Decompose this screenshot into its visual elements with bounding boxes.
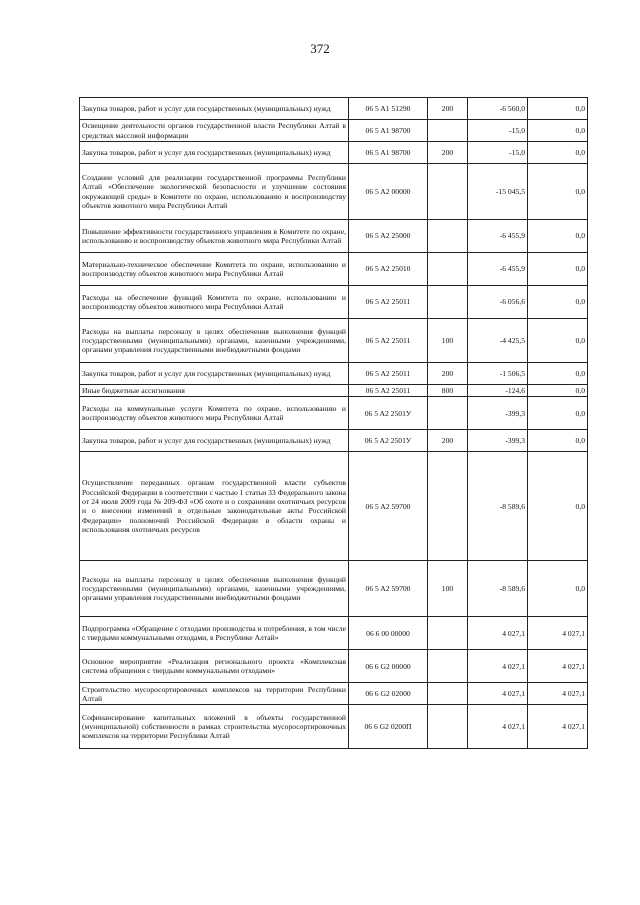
row-name: Осуществление переданных органам государственной власти субъектов Российской Федерации в соответствии с частью 1 статьи 33 Федерального закона от 24 июля 2009 года № 209-ФЗ «Об охоте и о сохранении охотничьих ресурсов и о внесении изменений в отдельные законодательные акты Российской Федерации» полномочий Российской Федерации в области охраны и использования охотничьих ресурсов [80,452,349,561]
row-code: 06 5 A2 25011 [349,363,428,385]
table-row [80,98,588,120]
row-amount-current: -6 056,6 [468,286,528,319]
row-name: Иные бюджетные ассигнования [80,385,349,397]
row-name: Материально-техническое обеспечение Комитета по охране, использованию и воспроизводству объектов животного мира Республики Алтай [80,253,349,286]
row-amount-current: -6 560,0 [468,98,528,120]
row-code: 06 6 G2 02000 [349,683,428,705]
row-name: Закупка товаров, работ и услуг для государственных (муниципальных) нужд [80,363,349,385]
row-amount-current: -4 425,5 [468,319,528,363]
table-row [80,683,588,705]
row-name: Расходы на выплаты персоналу в целях обеспечения выполнения функций государственными (муниципальными) органами, казенными учреждениями, органами управления государственными внебюджетными фондами [80,319,349,363]
page-number: 372 [310,41,330,56]
row-code: 06 6 00 00000 [349,617,428,650]
row-amount-next: 0,0 [528,164,588,220]
row-amount-next: 0,0 [528,253,588,286]
row-code: 06 5 A2 59700 [349,561,428,617]
row-code: 06 5 A2 59700 [349,452,428,561]
row-code: 06 6 G2 0200П [349,705,428,749]
row-expense-type [428,705,468,749]
row-expense-type [428,286,468,319]
row-code: 06 5 A2 25011 [349,286,428,319]
table-row [80,142,588,164]
row-code: 06 5 A2 2501У [349,397,428,430]
row-amount-current: 4 027,1 [468,705,528,749]
row-expense-type [428,164,468,220]
row-code: 06 5 A2 2501У [349,430,428,452]
row-name: Подпрограмма «Обращение с отходами производства и потребления, в том числе с твердыми коммунальными отходами, в Республике Алтай» [80,617,349,650]
row-amount-next: 4 027,1 [528,650,588,683]
row-amount-next: 4 027,1 [528,705,588,749]
row-code: 06 5 A2 25010 [349,253,428,286]
row-expense-type [428,253,468,286]
row-name: Закупка товаров, работ и услуг для государственных (муниципальных) нужд [80,430,349,452]
row-expense-type [428,617,468,650]
table-row [80,164,588,220]
row-name: Повышение эффективности государственного управления в Комитете по охране, использованию и воспроизводству объектов животного мира Республики Алтай [80,220,349,253]
table-row [80,617,588,650]
row-amount-current: -1 506,5 [468,363,528,385]
table-row [80,561,588,617]
row-name: Строительство мусоросортировочных комплексов на территории Республики Алтай [80,683,349,705]
row-amount-next: 4 027,1 [528,683,588,705]
row-code: 06 5 A2 25011 [349,319,428,363]
table-row [80,220,588,253]
budget-table [79,97,588,749]
row-amount-current: -15,0 [468,142,528,164]
row-code: 06 5 A2 25000 [349,220,428,253]
row-expense-type: 200 [428,430,468,452]
row-expense-type [428,650,468,683]
row-amount-next: 0,0 [528,120,588,142]
row-amount-current: -6 455,9 [468,253,528,286]
row-amount-current: -6 455,9 [468,220,528,253]
row-amount-next: 0,0 [528,142,588,164]
table-row [80,397,588,430]
row-amount-next: 0,0 [528,561,588,617]
row-name: Освещение деятельности органов государственной власти Республики Алтай в средствах массовой информации [80,120,349,142]
table-row [80,253,588,286]
row-amount-current: 4 027,1 [468,617,528,650]
row-name: Расходы на обеспечение функций Комитета по охране, использованию и воспроизводству объектов животного мира Республики Алтай [80,286,349,319]
row-expense-type [428,452,468,561]
row-expense-type: 200 [428,98,468,120]
row-amount-next: 0,0 [528,220,588,253]
table-row [80,452,588,561]
row-amount-current: -8 589,6 [468,561,528,617]
row-expense-type [428,120,468,142]
table-row [80,319,588,363]
row-name: Расходы на выплаты персоналу в целях обеспечения выполнения функций государственными (муниципальными) органами, казенными учреждениями, органами управления государственными внебюджетными фондами [80,561,349,617]
table-row [80,286,588,319]
row-amount-next: 0,0 [528,98,588,120]
row-code: 06 5 A2 25011 [349,385,428,397]
row-amount-current: 4 027,1 [468,683,528,705]
row-amount-next: 0,0 [528,430,588,452]
row-expense-type: 200 [428,142,468,164]
row-expense-type [428,683,468,705]
row-code: 06 5 A2 00000 [349,164,428,220]
row-amount-next: 0,0 [528,452,588,561]
row-name: Создание условий для реализации государственной программы Республики Алтай «Обеспечение экологической безопасности и улучшение состояния окружающей среды» в Комитете по охране, использованию и воспроизводству объектов животного мира Республики Алтай [80,164,349,220]
row-expense-type: 100 [428,561,468,617]
row-amount-next: 0,0 [528,385,588,397]
row-amount-current: 4 027,1 [468,650,528,683]
row-amount-current: -399,3 [468,397,528,430]
row-code: 06 6 G2 00000 [349,650,428,683]
row-amount-current: -124,6 [468,385,528,397]
row-amount-current: -15,0 [468,120,528,142]
row-amount-current: -399,3 [468,430,528,452]
row-expense-type [428,220,468,253]
row-code: 06 5 A1 98700 [349,120,428,142]
row-amount-next: 4 027,1 [528,617,588,650]
row-expense-type: 100 [428,319,468,363]
row-amount-next: 0,0 [528,397,588,430]
table-row [80,385,588,397]
row-amount-current: -8 589,6 [468,452,528,561]
row-amount-next: 0,0 [528,363,588,385]
table-row [80,120,588,142]
row-name: Софинансирование капитальных вложений в объекты государственной (муниципальной) собственности в рамках строительства мусоросортировочных комплексов на территории Республики Алтай [80,705,349,749]
row-name: Основное мероприятие «Реализация регионального проекта «Комплексная система обращения с твердыми коммунальными отходами» [80,650,349,683]
table-row [80,363,588,385]
row-amount-current: -15 045,5 [468,164,528,220]
row-code: 06 5 A1 98700 [349,142,428,164]
row-name: Расходы на коммунальные услуги Комитета по охране, использованию и воспроизводству объектов животного мира Республики Алтай [80,397,349,430]
row-name: Закупка товаров, работ и услуг для государственных (муниципальных) нужд [80,98,349,120]
row-amount-next: 0,0 [528,319,588,363]
row-name: Закупка товаров, работ и услуг для государственных (муниципальных) нужд [80,142,349,164]
row-expense-type: 800 [428,385,468,397]
row-expense-type: 200 [428,363,468,385]
table-row [80,650,588,683]
table-row [80,430,588,452]
row-amount-next: 0,0 [528,286,588,319]
table-row [80,705,588,749]
row-expense-type [428,397,468,430]
row-code: 06 5 A1 51290 [349,98,428,120]
